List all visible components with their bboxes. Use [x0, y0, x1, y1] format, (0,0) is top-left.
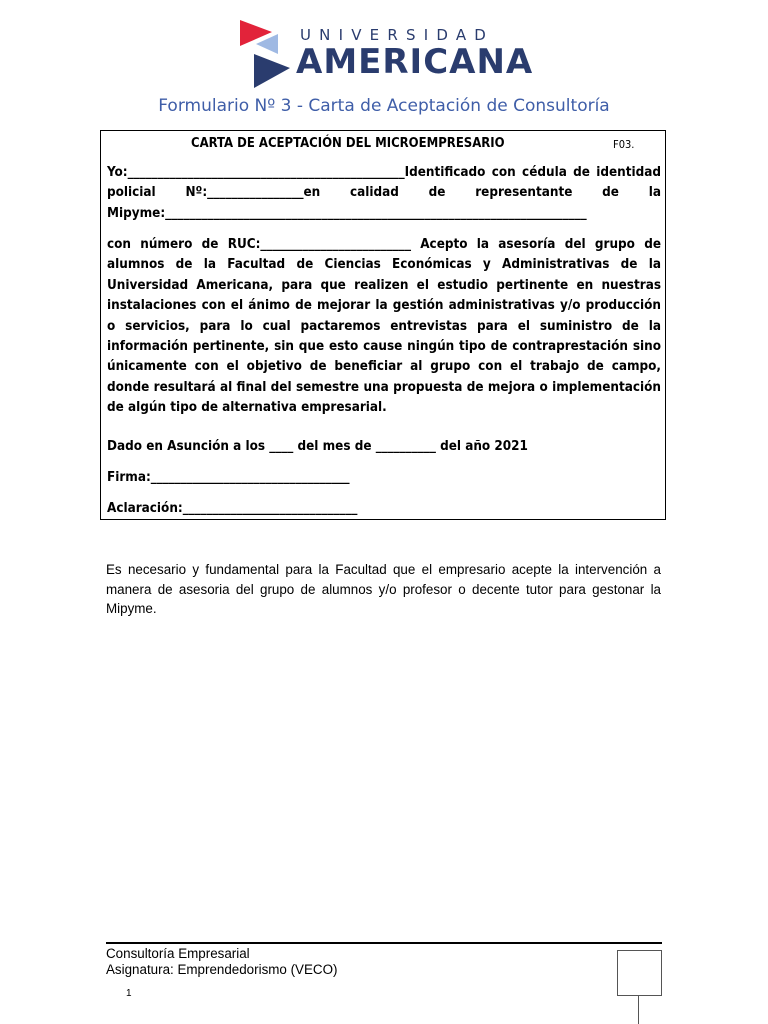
date-line: Dado en Asunción a los ____ del mes de __________ del año 2021 — [107, 439, 528, 454]
logo-main-text: AMERICANA — [296, 42, 534, 82]
letter-title: CARTA DE ACEPTACIÓN DEL MICROEMPRESARIO — [191, 136, 505, 151]
logo-arrow-icon — [238, 18, 298, 90]
page-frame-tick — [638, 995, 639, 1024]
footer-course: Consultoría Empresarial — [106, 946, 250, 961]
page-number: 1 — [126, 988, 132, 999]
logo-top-text: UNIVERSIDAD — [300, 26, 495, 44]
signature-line: Firma:_________________________________ — [107, 470, 350, 485]
note-paragraph: Es necesario y fundamental para la Facultad que el empresario acepte la intervención a manera de asesoria del grupo de alumnos y/o profesor o decente tutor para gestonar la Mipyme. — [106, 562, 661, 616]
footer-subject: Asignatura: Emprendedorismo (VECO) — [106, 962, 338, 977]
footer-divider — [106, 942, 662, 944]
form-code: F03. — [613, 138, 635, 151]
acceptance-paragraph: con número de RUC:_________________________ Acepto la asesoría del grupo de alumnos de la Facultad de Ciencias Económicas y Administrativas de la Universidad Americana, para que realizen el estudio pertinente en nuestras instalaciones con el ánimo de mejorar la gestión administrativas y/o producción o servicios, para lo cual pactaremos entrevistas para el suministro de la información pertinente, sin que esto cause ningún tipo de contraprestación sino únicamente con el objetivo de beneficiar al grupo con el trabajo de campo, donde resultará al final del semestre una propuesta de mejora o implementación de algún tipo de alternativa empresarial. — [107, 237, 661, 416]
page-frame-box — [617, 950, 662, 996]
clarification-line: Aclaración:_____________________________ — [107, 501, 358, 516]
form-title: Formulario Nº 3 - Carta de Aceptación de Consultoría — [158, 96, 610, 116]
university-logo — [238, 18, 534, 90]
identity-paragraph: Yo:______________________________________________Identificado con cédula de identidad policial Nº:________________en calidad de representante de la Mipyme:______________________________________________________________________ — [107, 165, 661, 221]
acceptance-letter-box — [100, 130, 666, 520]
